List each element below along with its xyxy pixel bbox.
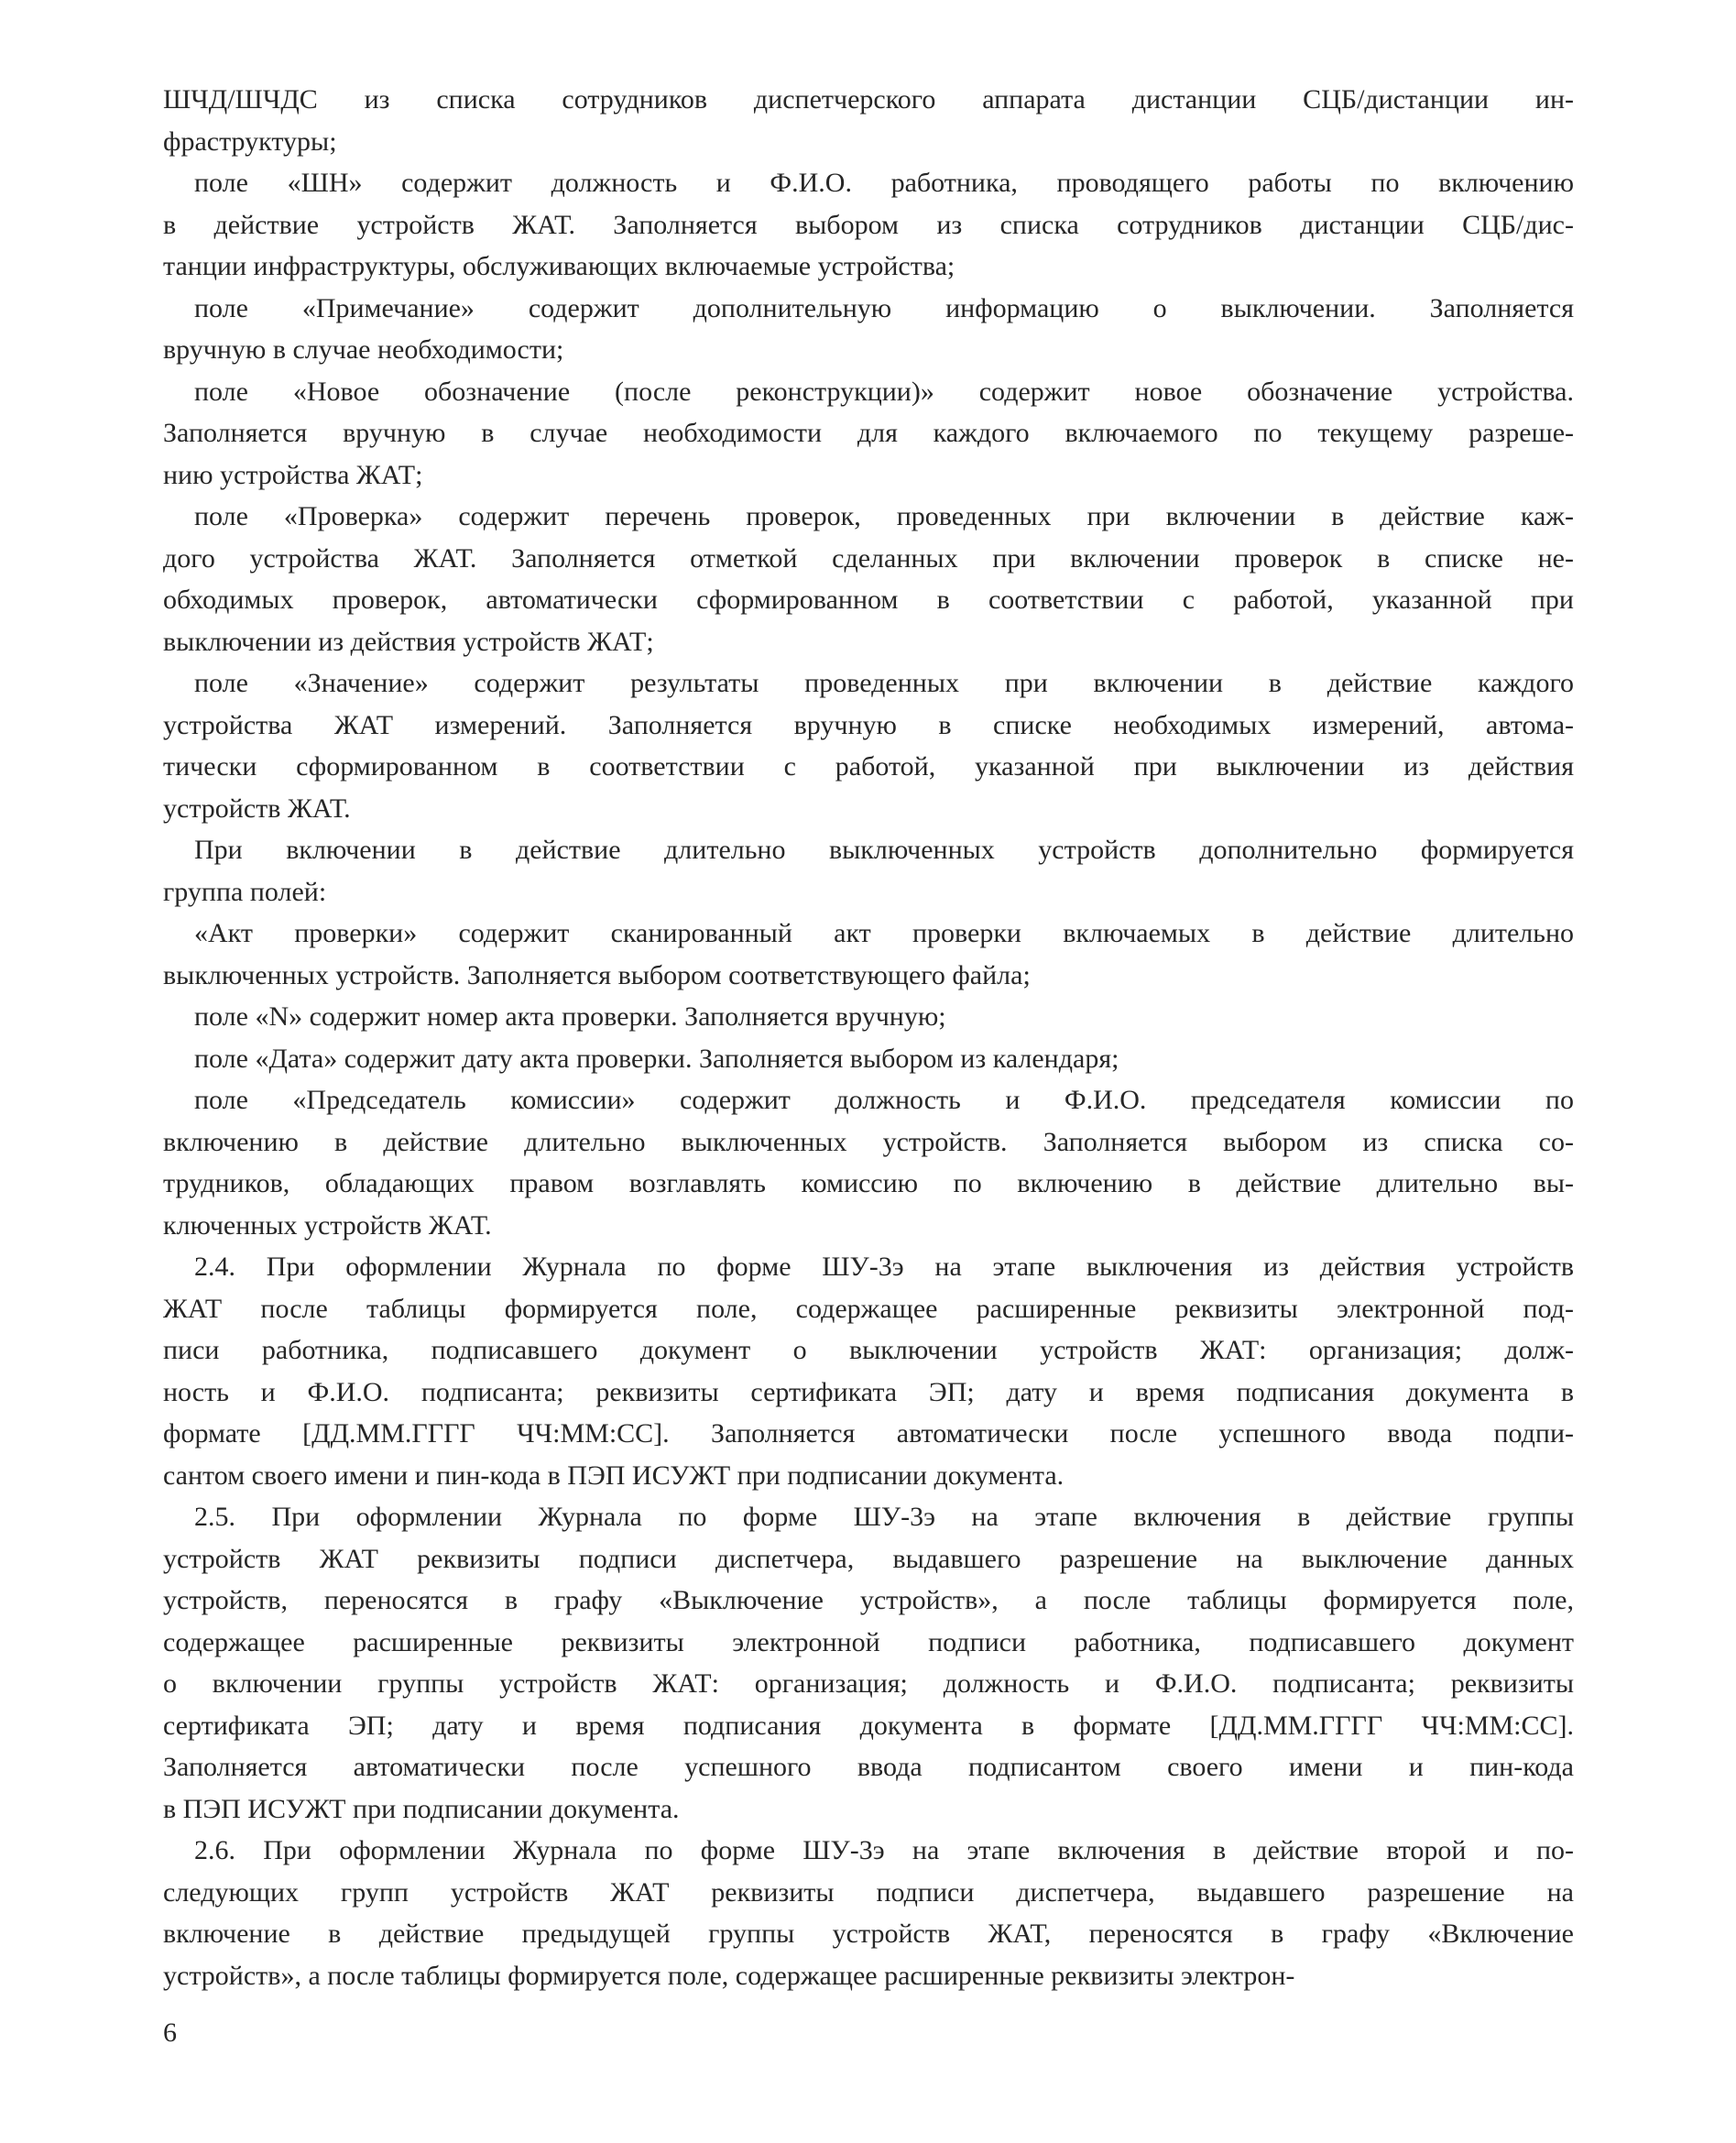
- text-line: писи работника, подписавшего документ о выключении устройств ЖАТ: организация; долж-: [163, 1335, 1574, 1365]
- text-line: 2.6. При оформлении Журнала по форме ШУ-3э на этапе включения в действие второй и по-: [194, 1835, 1574, 1865]
- text-line: поле «Значение» содержит результаты проведенных при включении в действие каждого: [194, 668, 1574, 698]
- text-line: устройств», а после таблицы формируется поле, содержащее расширенные реквизиты электрон-: [163, 1960, 1295, 1991]
- text-line: группа полей:: [163, 876, 327, 907]
- text-line: включение в действие предыдущей группы устройств ЖАТ, переносятся в графу «Включение: [163, 1919, 1574, 1949]
- text-line: танции инфраструктуры, обслуживающих включаемые устройства;: [163, 251, 955, 281]
- text-line: нию устройства ЖАТ;: [163, 459, 423, 490]
- text-line: устройств, переносятся в графу «Выключение устройств», а после таблицы формируется поле,: [163, 1585, 1574, 1615]
- text-line: поле «Проверка» содержит перечень проверок, проведенных при включении в действие каж-: [194, 501, 1574, 531]
- text-line: Заполняется автоматически после успешного ввода подписантом своего имени и пин-кода: [163, 1752, 1574, 1782]
- text-line: обходимых проверок, автоматически сформированном в соответствии с работой, указанной при: [163, 585, 1574, 615]
- page-number: 6: [163, 2017, 177, 2048]
- text-line: сантом своего имени и пин-кода в ПЭП ИСУЖТ при подписании документа.: [163, 1460, 1065, 1491]
- text-line: 2.5. При оформлении Журнала по форме ШУ-3э на этапе включения в действие группы: [194, 1502, 1574, 1532]
- text-line: поле «Новое обозначение (после реконструкции)» содержит новое обозначение устройства.: [194, 376, 1574, 407]
- text-line: включению в действие длительно выключенных устройств. Заполняется выбором из списка со-: [163, 1126, 1574, 1157]
- text-line: поле «N» содержит номер акта проверки. Заполняется вручную;: [194, 1001, 946, 1032]
- text-line: ключенных устройств ЖАТ.: [163, 1209, 492, 1241]
- text-line: следующих групп устройств ЖАТ реквизиты подписи диспетчера, выдавшего разрешение на: [163, 1876, 1574, 1908]
- text-line: трудников, обладающих правом возглавлять комиссию по включению в действие длительно вы-: [163, 1168, 1574, 1198]
- text-line: устройств ЖАТ реквизиты подписи диспетчера, выдавшего разрешение на выключение данных: [163, 1543, 1574, 1574]
- text-line: выключенных устройств. Заполняется выбором соответствующего файла;: [163, 959, 1031, 990]
- text-line: При включении в действие длительно выключенных устройств дополнительно формируется: [194, 835, 1574, 865]
- text-line: дого устройства ЖАТ. Заполняется отметкой сделанных при включении проверок в списке не-: [163, 542, 1574, 574]
- text-line: поле «Председатель комиссии» содержит должность и Ф.И.О. председателя комиссии по: [194, 1085, 1574, 1115]
- text-line: 2.4. При оформлении Журнала по форме ШУ-3э на этапе выключения из действия устройств: [194, 1252, 1574, 1282]
- text-line: выключении из действия устройств ЖАТ;: [163, 626, 654, 657]
- text-block: [163, 79, 1574, 1996]
- text-line: поле «Примечание» содержит дополнительную информацию о выключении. Заполняется: [194, 292, 1574, 323]
- text-line: в ПЭП ИСУЖТ при подписании документа.: [163, 1793, 680, 1824]
- text-line: содержащее расширенные реквизиты электронной подписи работника, подписавшего документ: [163, 1626, 1574, 1657]
- text-line: Заполняется вручную в случае необходимости для каждого включаемого по текущему разреше-: [163, 418, 1574, 448]
- text-line: ЖАТ после таблицы формируется поле, содержащее расширенные реквизиты электронной под-: [163, 1293, 1574, 1324]
- text-line: устройств ЖАТ.: [163, 793, 351, 824]
- text-line: поле «ШН» содержит должность и Ф.И.О. работника, проводящего работы по включению: [194, 168, 1574, 198]
- text-line: поле «Дата» содержит дату акта проверки. Заполняется выбором из календаря;: [194, 1043, 1119, 1074]
- text-line: вручную в случае необходимости;: [163, 334, 564, 365]
- text-line: тически сформированном в соответствии с работой, указанной при выключении из действия: [163, 751, 1574, 782]
- text-line: «Акт проверки» содержит сканированный акт проверки включаемых в действие длительно: [194, 918, 1574, 948]
- text-line: фраструктуры;: [163, 126, 337, 157]
- text-line: сертификата ЭП; дату и время подписания документа в формате [ДД.ММ.ГГГГ ЧЧ:ММ:СС].: [163, 1710, 1574, 1741]
- text-line: о включении группы устройств ЖАТ: организация; должность и Ф.И.О. подписанта; реквизиты: [163, 1668, 1574, 1699]
- text-line: устройства ЖАТ измерений. Заполняется вручную в списке необходимых измерений, автома-: [163, 709, 1574, 740]
- text-line: в действие устройств ЖАТ. Заполняется выбором из списка сотрудников дистанции СЦБ/дис-: [163, 209, 1574, 240]
- text-line: ШЧД/ШЧДС из списка сотрудников диспетчерского аппарата дистанции СЦБ/дистанции ин-: [163, 84, 1574, 115]
- text-line: ность и Ф.И.О. подписанта; реквизиты сертификата ЭП; дату и время подписания документа в: [163, 1376, 1574, 1407]
- text-line: формате [ДД.ММ.ГГГГ ЧЧ:ММ:СС]. Заполняется автоматически после успешного ввода подпи-: [163, 1418, 1574, 1449]
